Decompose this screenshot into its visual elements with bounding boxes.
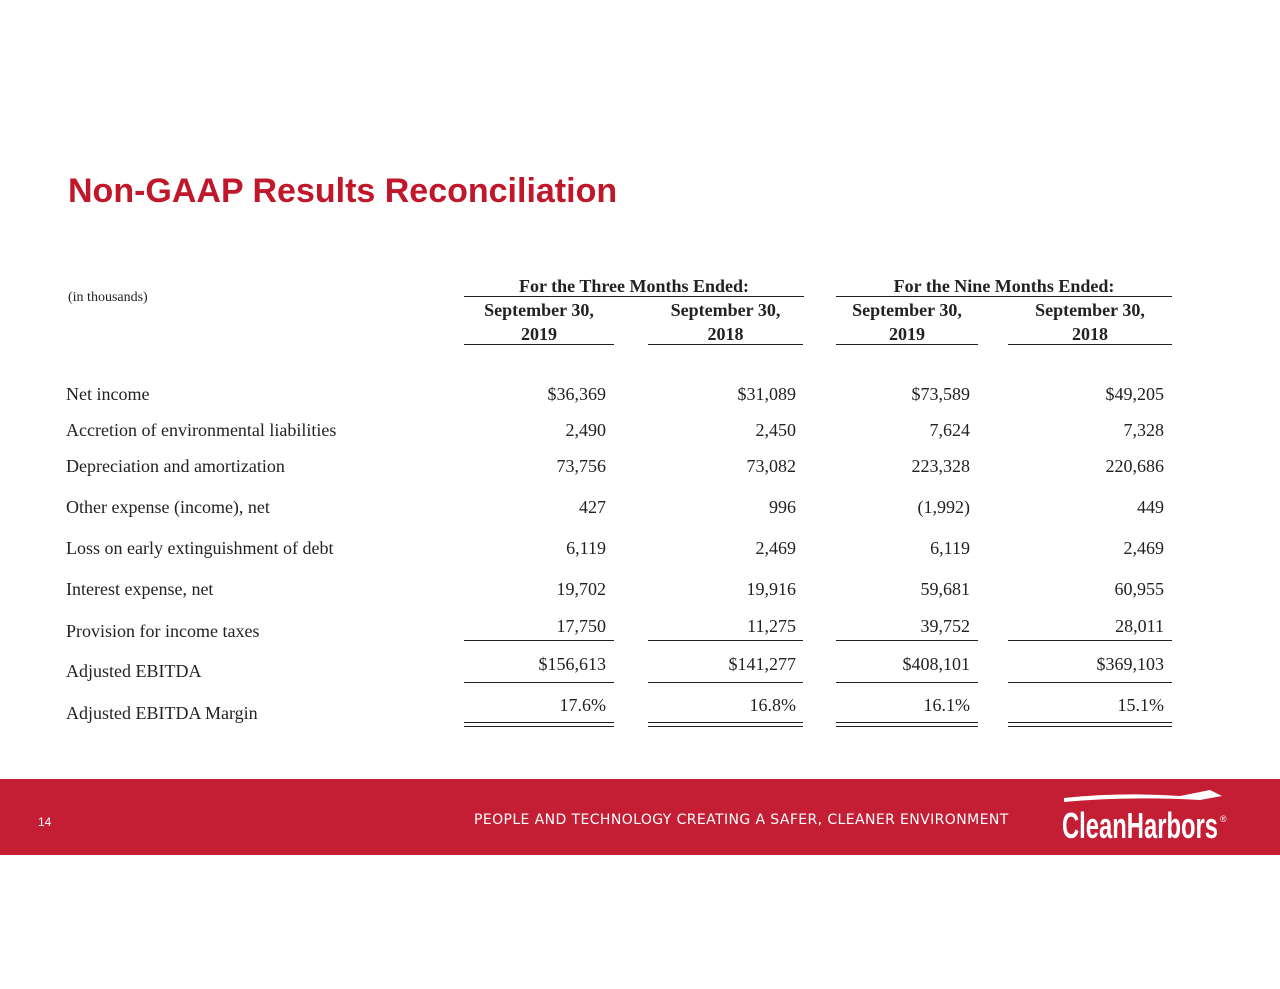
table-cell: 39,752	[920, 616, 970, 636]
table-cell: 17,750	[556, 616, 606, 636]
group-underline-three-months	[464, 296, 804, 297]
table-cell: 2,469	[755, 538, 796, 558]
footer-tagline: PEOPLE AND TECHNOLOGY CREATING A SAFER, CLEANER ENVIRONMENT	[474, 812, 1009, 828]
column-header-year: 2018	[707, 324, 744, 344]
table-cell: 73,756	[556, 456, 606, 476]
table-cell: $31,089	[737, 384, 796, 404]
page-number: 14	[38, 815, 52, 829]
table-cell: 2,450	[755, 420, 796, 440]
row-label-interest: Interest expense, net	[66, 579, 214, 599]
double-rule	[464, 726, 614, 727]
total-rule	[836, 682, 978, 683]
subtotal-rule	[836, 640, 978, 641]
table-cell: 7,328	[1123, 420, 1164, 440]
row-label-adjusted-ebitda: Adjusted EBITDA	[66, 661, 202, 681]
table-cell: 60,955	[1114, 579, 1164, 599]
table-cell: 427	[579, 497, 606, 517]
column-header-9m-2018	[1008, 298, 1172, 346]
total-rule	[648, 682, 803, 683]
total-rule	[1008, 682, 1172, 683]
table-cell: 449	[1137, 497, 1164, 517]
column-underline	[464, 344, 614, 345]
table-cell: $156,613	[538, 654, 606, 674]
column-header-year: 2019	[521, 324, 557, 344]
total-rule	[464, 682, 614, 683]
double-rule	[836, 722, 978, 723]
row-label-loss-debt: Loss on early extinguishment of debt	[66, 538, 334, 558]
double-rule	[464, 722, 614, 723]
column-header-year: 2018	[1072, 324, 1108, 344]
table-cell: 16.1%	[923, 695, 970, 715]
row-label-other-expense: Other expense (income), net	[66, 497, 270, 517]
group-header-nine-months: For the Nine Months Ended:	[893, 276, 1115, 296]
table-cell: $73,589	[911, 384, 970, 404]
column-header-3m-2019	[464, 298, 614, 346]
table-cell: $49,205	[1105, 384, 1164, 404]
table-cell: 6,119	[930, 538, 970, 558]
table-cell: 220,686	[1105, 456, 1164, 476]
table-cell: 2,490	[565, 420, 606, 440]
subtotal-rule	[648, 640, 803, 641]
logo-wordmark: CleanHarbors	[1062, 805, 1218, 844]
double-rule	[836, 726, 978, 727]
row-label-accretion: Accretion of environmental liabilities	[66, 420, 337, 440]
table-cell: (1,992)	[917, 497, 970, 517]
page-title: Non-GAAP Results Reconciliation	[68, 172, 618, 210]
column-underline	[648, 344, 803, 345]
units-note: (in thousands)	[68, 290, 148, 305]
column-header-3m-2018	[648, 298, 803, 346]
cleanharbors-logo	[1060, 788, 1230, 844]
table-cell: 15.1%	[1117, 695, 1164, 715]
table-cell: 19,702	[556, 579, 606, 599]
column-underline	[836, 344, 978, 345]
row-label-net-income: Net income	[66, 384, 150, 404]
table-cell: 2,469	[1123, 538, 1164, 558]
table-cell: 7,624	[929, 420, 970, 440]
double-rule	[648, 726, 803, 727]
table-cell: 11,275	[747, 616, 796, 636]
table-cell: 73,082	[746, 456, 796, 476]
row-label-depreciation: Depreciation and amortization	[66, 456, 285, 476]
table-cell: $369,103	[1096, 654, 1164, 674]
column-header-date: September 30,	[1035, 300, 1145, 320]
column-header-9m-2019	[836, 298, 978, 346]
table-cell: 59,681	[920, 579, 970, 599]
group-underline-nine-months	[836, 296, 1172, 297]
column-header-date: September 30,	[670, 300, 781, 320]
double-rule	[1008, 722, 1172, 723]
column-header-year: 2019	[889, 324, 925, 344]
table-cell: 996	[769, 497, 796, 517]
double-rule	[1008, 726, 1172, 727]
table-cell: 19,916	[746, 579, 796, 599]
table-cell: $36,369	[547, 384, 606, 404]
table-cell: 16.8%	[749, 695, 796, 715]
subtotal-rule	[464, 640, 614, 641]
registered-mark: ®	[1220, 814, 1227, 824]
column-underline	[1008, 344, 1172, 345]
subtotal-rule	[1008, 640, 1172, 641]
row-label-taxes: Provision for income taxes	[66, 621, 260, 641]
table-cell: 223,328	[911, 456, 970, 476]
column-header-date: September 30,	[852, 300, 962, 320]
table-cell: 28,011	[1115, 616, 1164, 636]
column-header-date: September 30,	[484, 300, 594, 320]
table-cell: 17.6%	[559, 695, 606, 715]
logo-swoosh	[1064, 790, 1222, 802]
group-header-three-months: For the Three Months Ended:	[518, 276, 750, 296]
table-cell: $408,101	[902, 654, 970, 674]
row-label-ebitda-margin: Adjusted EBITDA Margin	[66, 703, 258, 723]
table-cell: 6,119	[566, 538, 606, 558]
table-cell: $141,277	[728, 654, 796, 674]
double-rule	[648, 722, 803, 723]
